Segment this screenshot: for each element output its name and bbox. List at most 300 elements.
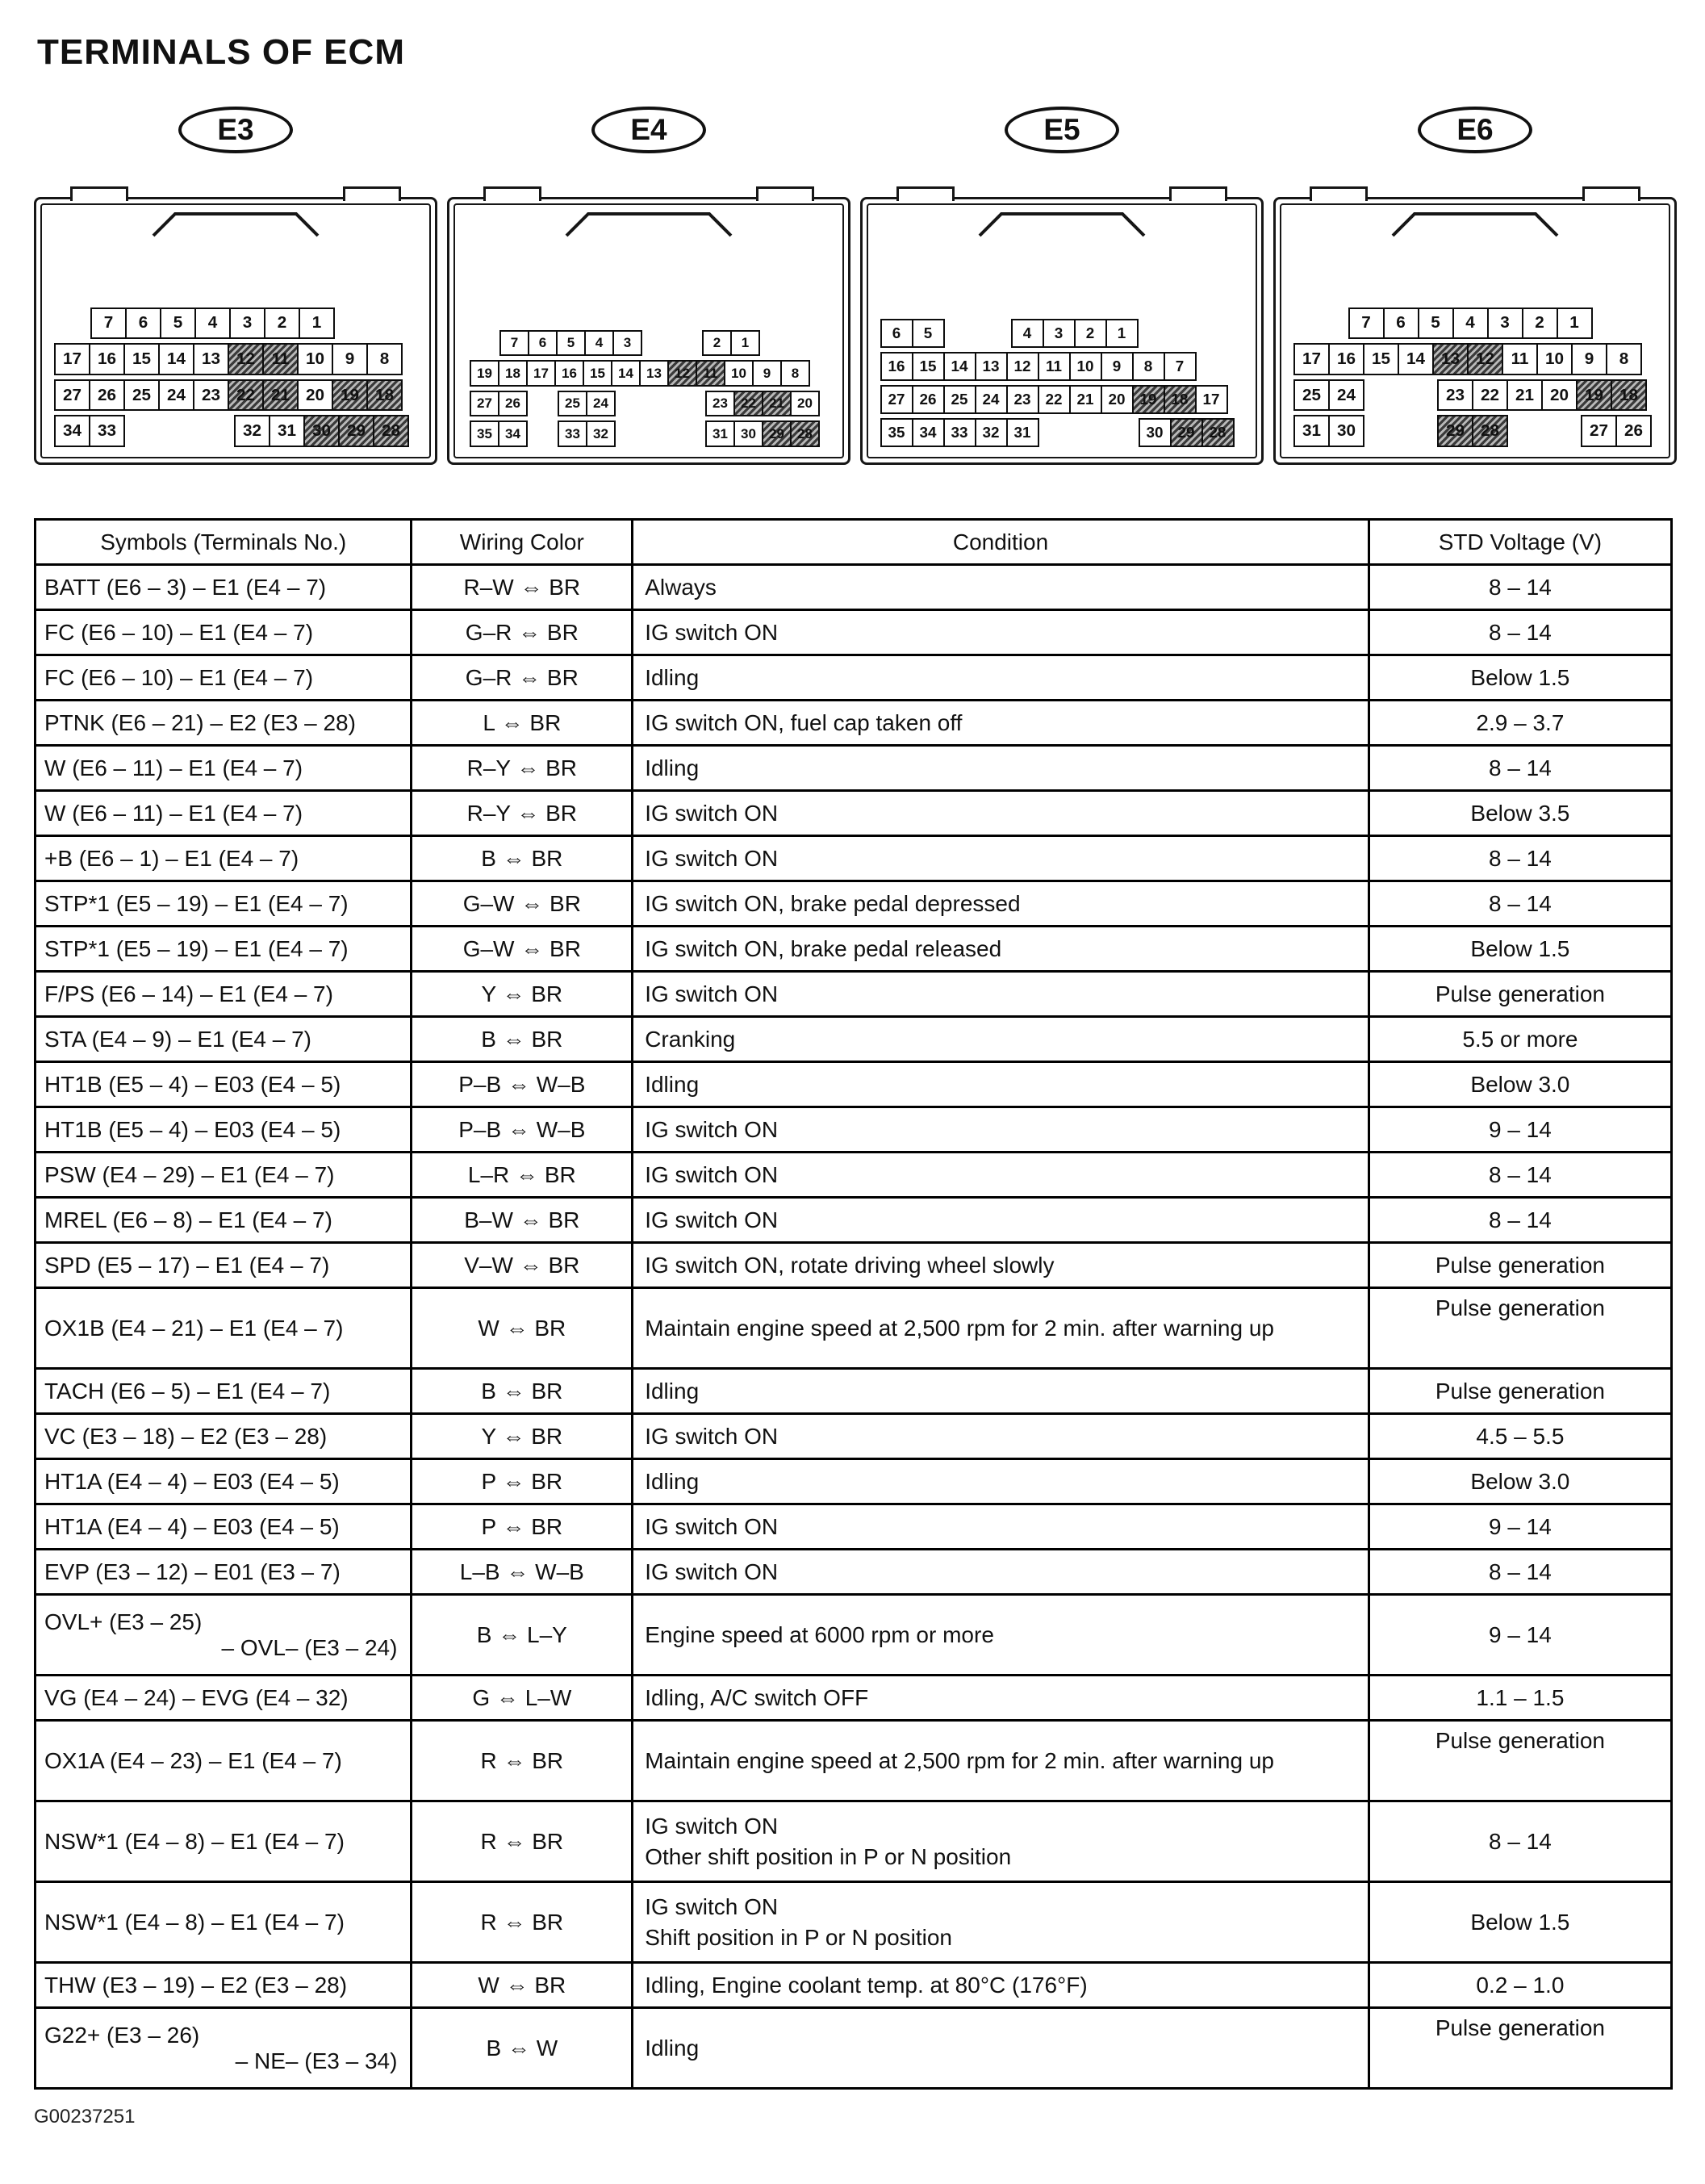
pin-cell: 8 <box>366 343 403 375</box>
pin-cell: 2 <box>1074 319 1107 348</box>
condition-cell <box>633 1595 1369 1676</box>
pin-cell: 27 <box>54 379 90 412</box>
condition-text: IG switch ON <box>645 1207 779 1232</box>
column-header: STD Voltage (V) <box>1369 520 1671 565</box>
pin-gap <box>616 420 705 447</box>
pin-cell: 2 <box>1522 308 1558 340</box>
table-row <box>36 1550 1672 1595</box>
pin-gap <box>54 308 90 340</box>
condition-cell <box>633 2008 1369 2089</box>
voltage-cell: 8 – 14 <box>1369 1801 1671 1882</box>
symbol-text: +B (E6 – 1) – E1 (E4 – 7) <box>44 845 299 871</box>
voltage-cell: 9 – 14 <box>1369 1504 1671 1550</box>
pin-cell: 33 <box>89 415 125 447</box>
pin-row <box>1293 379 1657 412</box>
table-row <box>36 1198 1672 1243</box>
condition-cell <box>633 972 1369 1017</box>
pin-cell: 18 <box>498 360 528 387</box>
pin-cell: 22 <box>1472 379 1508 412</box>
pin-cell: 9 <box>752 360 782 387</box>
wiring-color-cell: P–B ⇔ W–B <box>412 1062 633 1107</box>
pin-row <box>54 379 417 412</box>
condition-cell <box>633 1963 1369 2008</box>
condition-text: IG switch ON <box>645 1423 779 1449</box>
pin-grid <box>1293 308 1657 447</box>
pin-cell: 13 <box>193 343 229 375</box>
pin-cell: 33 <box>558 420 587 447</box>
voltage-cell: 8 – 14 <box>1369 1198 1671 1243</box>
connector-key-icon <box>151 211 320 237</box>
wiring-color-cell: R–Y ⇔ BR <box>412 791 633 836</box>
pin-cell: 8 <box>1132 352 1165 381</box>
pin-cell: 25 <box>1293 379 1330 412</box>
condition-cell <box>633 1288 1369 1369</box>
symbol-text: OX1B (E4 – 21) – E1 (E4 – 7) <box>44 1315 344 1341</box>
voltage-cell: 8 – 14 <box>1369 610 1671 655</box>
condition-cell <box>633 1882 1369 1963</box>
voltage-cell: Below 1.5 <box>1369 655 1671 701</box>
voltage-cell: 0.2 – 1.0 <box>1369 1963 1671 2008</box>
wiring-color-cell: B ⇔ L–Y <box>412 1595 633 1676</box>
symbol-text: EVP (E3 – 12) – E01 (E3 – 7) <box>44 1559 341 1584</box>
symbol-text: – OVL– (E3 – 24) <box>221 1634 398 1660</box>
table-row <box>36 746 1672 791</box>
pin-cell: 1 <box>730 330 760 357</box>
wiring-color-cell: L–R ⇔ BR <box>412 1153 633 1198</box>
symbol-text: VC (E3 – 18) – E2 (E3 – 28) <box>44 1423 328 1449</box>
condition-text: Idling <box>645 664 700 690</box>
pin-row <box>1293 308 1657 340</box>
pin-cell: 10 <box>1536 343 1573 375</box>
table-row <box>36 610 1672 655</box>
pin-cell: 15 <box>912 352 945 381</box>
pin-cell: 30 <box>303 415 340 447</box>
condition-cell <box>633 1504 1369 1550</box>
column-header: Wiring Color <box>412 520 633 565</box>
pin-row <box>1293 343 1657 375</box>
symbol-cell <box>36 701 412 746</box>
terminals-table-body <box>36 565 1672 2089</box>
symbol-cell <box>36 1017 412 1062</box>
symbol-text: HT1B (E5 – 4) – E03 (E4 – 5) <box>44 1071 341 1097</box>
connector-strip <box>34 107 1673 465</box>
voltage-cell: Pulse generation <box>1369 2008 1671 2089</box>
voltage-cell: 5.5 or more <box>1369 1017 1671 1062</box>
pin-cell: 6 <box>528 330 558 357</box>
condition-text: Idling <box>645 2035 700 2061</box>
condition-text: Idling, A/C switch OFF <box>645 1684 869 1710</box>
wiring-color-cell: B ⇔ BR <box>412 1369 633 1414</box>
pin-cell: 12 <box>667 360 697 387</box>
pin-cell: 22 <box>228 379 264 412</box>
pin-cell: 3 <box>612 330 642 357</box>
connector-key-icon <box>977 211 1147 237</box>
symbol-cell <box>36 1676 412 1721</box>
voltage-cell: 8 – 14 <box>1369 836 1671 881</box>
pin-cell: 1 <box>1557 308 1593 340</box>
symbol-cell <box>36 1288 412 1369</box>
pin-cell: 26 <box>89 379 125 412</box>
pin-cell: 35 <box>470 420 499 447</box>
voltage-cell: 9 – 14 <box>1369 1595 1671 1676</box>
pin-cell: 31 <box>705 420 735 447</box>
condition-text: IG switch ON, rotate driving wheel slowly <box>645 1252 1055 1278</box>
pin-cell: 17 <box>1293 343 1330 375</box>
pin-cell: 23 <box>193 379 229 412</box>
pin-cell: 6 <box>1383 308 1419 340</box>
table-row <box>36 1153 1672 1198</box>
pin-gap <box>1293 308 1348 340</box>
symbol-cell <box>36 1963 412 2008</box>
condition-text: Idling, Engine coolant temp. at 80°C (176°F) <box>645 1972 1088 1998</box>
table-row <box>36 1243 1672 1288</box>
table-row <box>36 1801 1672 1882</box>
table-row <box>36 1288 1672 1369</box>
symbol-cell <box>36 1243 412 1288</box>
condition-cell <box>633 1459 1369 1504</box>
pin-cell: 16 <box>554 360 584 387</box>
connector-tab-icon <box>1310 186 1368 201</box>
symbol-cell <box>36 1062 412 1107</box>
symbol-text: OX1A (E4 – 23) – E1 (E4 – 7) <box>44 1747 342 1773</box>
pin-cell: 4 <box>584 330 614 357</box>
pin-cell: 34 <box>498 420 528 447</box>
table-row <box>36 1504 1672 1550</box>
symbol-text: PSW (E4 – 29) – E1 (E4 – 7) <box>44 1161 335 1187</box>
symbol-text: W (E6 – 11) – E1 (E4 – 7) <box>44 800 303 826</box>
condition-text: Maintain engine speed at 2,500 rpm for 2 min. after warning up <box>645 1747 1274 1773</box>
pin-cell: 11 <box>696 360 725 387</box>
pin-grid <box>470 330 828 447</box>
pin-cell: 19 <box>332 379 368 412</box>
symbol-text: OVL+ (E3 – 25) <box>44 1609 203 1634</box>
table-row <box>36 655 1672 701</box>
symbol-cell <box>36 1721 412 1801</box>
pin-row <box>470 391 828 417</box>
condition-text: IG switch ON, fuel cap taken off <box>645 709 963 735</box>
table-row <box>36 1414 1672 1459</box>
pin-cell: 6 <box>880 319 913 348</box>
connector-label-e4: E4 <box>591 107 706 153</box>
table-row <box>36 1062 1672 1107</box>
pin-cell: 9 <box>1101 352 1134 381</box>
pin-cell: 29 <box>1437 415 1473 447</box>
symbol-text: NSW*1 (E4 – 8) – E1 (E4 – 7) <box>44 1828 345 1854</box>
pin-gap <box>1364 379 1437 412</box>
condition-text: Maintain engine speed at 2,500 rpm for 2 min. after warning up <box>645 1315 1274 1341</box>
terminals-table-head-row <box>36 520 1672 565</box>
symbol-cell <box>36 881 412 927</box>
pin-cell: 3 <box>229 308 265 340</box>
pin-cell: 32 <box>586 420 616 447</box>
pin-cell: 14 <box>1398 343 1434 375</box>
connector-body-e6 <box>1273 197 1677 465</box>
pin-gap <box>335 308 407 340</box>
pin-cell: 27 <box>1581 415 1617 447</box>
pin-cell: 15 <box>1363 343 1399 375</box>
condition-text: IG switch ON <box>645 981 779 1006</box>
voltage-cell: 4.5 – 5.5 <box>1369 1414 1671 1459</box>
pin-cell: 5 <box>160 308 196 340</box>
pin-cell: 7 <box>1348 308 1385 340</box>
connector-label-e3: E3 <box>178 107 293 153</box>
pin-cell: 35 <box>880 418 913 447</box>
pin-cell: 28 <box>1472 415 1508 447</box>
symbol-cell <box>36 927 412 972</box>
pin-cell: 29 <box>1170 418 1203 447</box>
connector-tab-icon <box>896 186 955 201</box>
pin-cell: 24 <box>158 379 194 412</box>
wiring-color-cell: R ⇔ BR <box>412 1801 633 1882</box>
pin-cell: 23 <box>705 391 735 417</box>
condition-text: Idling <box>645 1071 700 1097</box>
condition-cell <box>633 655 1369 701</box>
condition-text: Engine speed at 6000 rpm or more <box>645 1621 994 1647</box>
pin-cell: 4 <box>1011 319 1044 348</box>
symbol-cell <box>36 1595 412 1676</box>
condition-text: IG switch ON <box>645 800 779 826</box>
pin-gap <box>470 330 499 357</box>
condition-cell <box>633 565 1369 610</box>
voltage-cell: 8 – 14 <box>1369 746 1671 791</box>
pin-cell: 3 <box>1487 308 1523 340</box>
pin-cell: 15 <box>583 360 612 387</box>
condition-cell <box>633 1550 1369 1595</box>
pin-cell: 29 <box>762 420 792 447</box>
wiring-color-cell: R ⇔ BR <box>412 1721 633 1801</box>
pin-cell: 21 <box>1507 379 1543 412</box>
wiring-color-cell: V–W ⇔ BR <box>412 1243 633 1288</box>
wiring-color-cell: R–Y ⇔ BR <box>412 746 633 791</box>
symbol-cell <box>36 655 412 701</box>
symbol-text: FC (E6 – 10) – E1 (E4 – 7) <box>44 664 314 690</box>
connector-inner-frame <box>867 203 1257 458</box>
connector-key-icon <box>1390 211 1560 237</box>
pin-cell: 25 <box>943 385 976 414</box>
pin-row <box>880 352 1244 381</box>
symbol-cell <box>36 1459 412 1504</box>
voltage-cell: Pulse generation <box>1369 972 1671 1017</box>
condition-text: Shift position in P or N position <box>645 1924 953 1950</box>
pin-cell: 19 <box>470 360 499 387</box>
pin-cell: 7 <box>499 330 529 357</box>
pin-cell: 18 <box>366 379 403 412</box>
pin-cell: 31 <box>1006 418 1039 447</box>
table-row <box>36 972 1672 1017</box>
table-row <box>36 791 1672 836</box>
pin-cell: 23 <box>1006 385 1039 414</box>
symbol-text: F/PS (E6 – 14) – E1 (E4 – 7) <box>44 981 333 1006</box>
pin-cell: 11 <box>1038 352 1071 381</box>
wiring-color-cell: L–B ⇔ W–B <box>412 1550 633 1595</box>
symbol-cell <box>36 1107 412 1153</box>
condition-text: IG switch ON <box>645 1116 779 1142</box>
pin-cell: 8 <box>1606 343 1642 375</box>
condition-text: IG switch ON <box>645 1559 779 1584</box>
symbol-cell <box>36 1153 412 1198</box>
pin-cell: 26 <box>498 391 528 417</box>
pin-cell: 26 <box>1615 415 1652 447</box>
page-title: TERMINALS OF ECM <box>37 32 405 72</box>
voltage-cell: 8 – 14 <box>1369 565 1671 610</box>
condition-cell <box>633 1153 1369 1198</box>
figure-code: G00237251 <box>34 2106 136 2128</box>
table-row <box>36 927 1672 972</box>
pin-cell: 24 <box>1328 379 1364 412</box>
pin-gap <box>528 420 558 447</box>
condition-cell <box>633 1198 1369 1243</box>
pin-cell: 17 <box>54 343 90 375</box>
pin-cell: 10 <box>1069 352 1102 381</box>
pin-cell: 32 <box>975 418 1008 447</box>
wiring-color-cell: P ⇔ BR <box>412 1504 633 1550</box>
condition-text: Cranking <box>645 1026 736 1052</box>
table-row <box>36 1459 1672 1504</box>
pin-cell: 31 <box>269 415 305 447</box>
symbol-text: STA (E4 – 9) – E1 (E4 – 7) <box>44 1026 311 1052</box>
condition-text: IG switch ON <box>645 845 779 871</box>
pin-gap <box>1508 415 1581 447</box>
wiring-color-cell: Y ⇔ BR <box>412 1414 633 1459</box>
condition-text: IG switch ON, brake pedal depressed <box>645 890 1021 916</box>
symbol-text: SPD (E5 – 17) – E1 (E4 – 7) <box>44 1252 330 1278</box>
pin-cell: 28 <box>790 420 820 447</box>
symbol-cell <box>36 836 412 881</box>
voltage-cell: 8 – 14 <box>1369 1153 1671 1198</box>
pin-cell: 28 <box>373 415 409 447</box>
pin-cell: 13 <box>639 360 669 387</box>
symbol-text: STP*1 (E5 – 19) – E1 (E4 – 7) <box>44 890 349 916</box>
wiring-color-cell: G ⇔ L–W <box>412 1676 633 1721</box>
pin-cell: 30 <box>733 420 763 447</box>
pin-cell: 4 <box>1452 308 1489 340</box>
table-row <box>36 1721 1672 1801</box>
wiring-color-cell: G–W ⇔ BR <box>412 881 633 927</box>
voltage-cell: 2.9 – 3.7 <box>1369 701 1671 746</box>
connector-label-e5: E5 <box>1005 107 1119 153</box>
pin-cell: 4 <box>194 308 231 340</box>
pin-cell: 11 <box>1502 343 1538 375</box>
pin-cell: 20 <box>297 379 333 412</box>
table-row <box>36 1369 1672 1414</box>
connector-key-icon <box>564 211 733 237</box>
pin-cell: 9 <box>1571 343 1607 375</box>
connector-column-e6 <box>1273 107 1677 465</box>
symbol-cell <box>36 1801 412 1882</box>
symbol-text: THW (E3 – 19) – E2 (E3 – 28) <box>44 1972 348 1998</box>
pin-cell: 23 <box>1437 379 1473 412</box>
connector-tab-icon <box>1169 186 1227 201</box>
condition-cell <box>633 791 1369 836</box>
symbol-cell <box>36 746 412 791</box>
condition-cell <box>633 1369 1369 1414</box>
symbol-text: PTNK (E6 – 21) – E2 (E3 – 28) <box>44 709 356 735</box>
pin-cell: 8 <box>780 360 810 387</box>
condition-text: Other shift position in P or N position <box>645 1843 1012 1869</box>
condition-cell <box>633 1721 1369 1801</box>
condition-cell <box>633 881 1369 927</box>
connector-tab-icon <box>343 186 401 201</box>
pin-cell: 16 <box>880 352 913 381</box>
connector-tab-icon <box>756 186 814 201</box>
pin-row <box>54 343 417 375</box>
wiring-color-cell: Y ⇔ BR <box>412 972 633 1017</box>
pin-gap <box>1039 418 1139 447</box>
symbol-cell <box>36 1198 412 1243</box>
pin-cell: 17 <box>1195 385 1228 414</box>
wiring-color-cell: B–W ⇔ BR <box>412 1198 633 1243</box>
pin-grid <box>880 319 1244 447</box>
pin-cell: 32 <box>234 415 270 447</box>
symbol-text: NSW*1 (E4 – 8) – E1 (E4 – 7) <box>44 1909 345 1935</box>
condition-text: IG switch ON, brake pedal released <box>645 935 1002 961</box>
condition-text: Idling <box>645 1378 700 1404</box>
pin-cell: 18 <box>1611 379 1647 412</box>
pin-cell: 2 <box>702 330 732 357</box>
symbol-cell <box>36 972 412 1017</box>
pin-cell: 10 <box>297 343 333 375</box>
pin-cell: 33 <box>943 418 976 447</box>
condition-text: Idling <box>645 755 700 780</box>
wiring-color-cell: B ⇔ BR <box>412 836 633 881</box>
condition-cell <box>633 1676 1369 1721</box>
pin-cell: 6 <box>125 308 161 340</box>
pin-gap <box>125 415 234 447</box>
pin-gap <box>1139 319 1238 348</box>
wiring-color-cell: R–W ⇔ BR <box>412 565 633 610</box>
wiring-color-cell: B ⇔ BR <box>412 1017 633 1062</box>
pin-cell: 12 <box>1006 352 1039 381</box>
pin-row <box>880 319 1244 348</box>
pin-cell: 24 <box>586 391 616 417</box>
pin-cell: 18 <box>1164 385 1197 414</box>
connector-inner-frame <box>453 203 844 458</box>
pin-cell: 16 <box>89 343 125 375</box>
pin-row <box>470 330 828 357</box>
pin-cell: 20 <box>1541 379 1578 412</box>
connector-inner-frame <box>40 203 431 458</box>
symbol-text: MREL (E6 – 8) – E1 (E4 – 7) <box>44 1207 332 1232</box>
pin-cell: 22 <box>733 391 763 417</box>
connector-tab-icon <box>483 186 541 201</box>
table-row <box>36 1107 1672 1153</box>
pin-cell: 7 <box>90 308 127 340</box>
pin-cell: 27 <box>880 385 913 414</box>
condition-text: IG switch ON <box>645 619 779 645</box>
pin-cell: 20 <box>1101 385 1134 414</box>
voltage-cell: Pulse generation <box>1369 1369 1671 1414</box>
condition-cell <box>633 836 1369 881</box>
pin-cell: 25 <box>558 391 587 417</box>
voltage-cell: Pulse generation <box>1369 1243 1671 1288</box>
pin-gap <box>642 330 702 357</box>
pin-cell: 26 <box>912 385 945 414</box>
pin-gap <box>528 391 558 417</box>
pin-cell: 9 <box>332 343 368 375</box>
wiring-color-cell: G–W ⇔ BR <box>412 927 633 972</box>
connector-inner-frame <box>1280 203 1670 458</box>
pin-gap <box>1364 415 1437 447</box>
voltage-cell: Pulse generation <box>1369 1288 1671 1369</box>
condition-text: IG switch ON <box>645 1893 779 1919</box>
pin-cell: 20 <box>790 391 820 417</box>
pin-row <box>54 308 417 340</box>
pin-cell: 19 <box>1576 379 1612 412</box>
condition-cell <box>633 610 1369 655</box>
symbol-text: – NE– (E3 – 34) <box>235 2048 398 2073</box>
pin-cell: 14 <box>611 360 641 387</box>
connector-body-e3 <box>34 197 437 465</box>
